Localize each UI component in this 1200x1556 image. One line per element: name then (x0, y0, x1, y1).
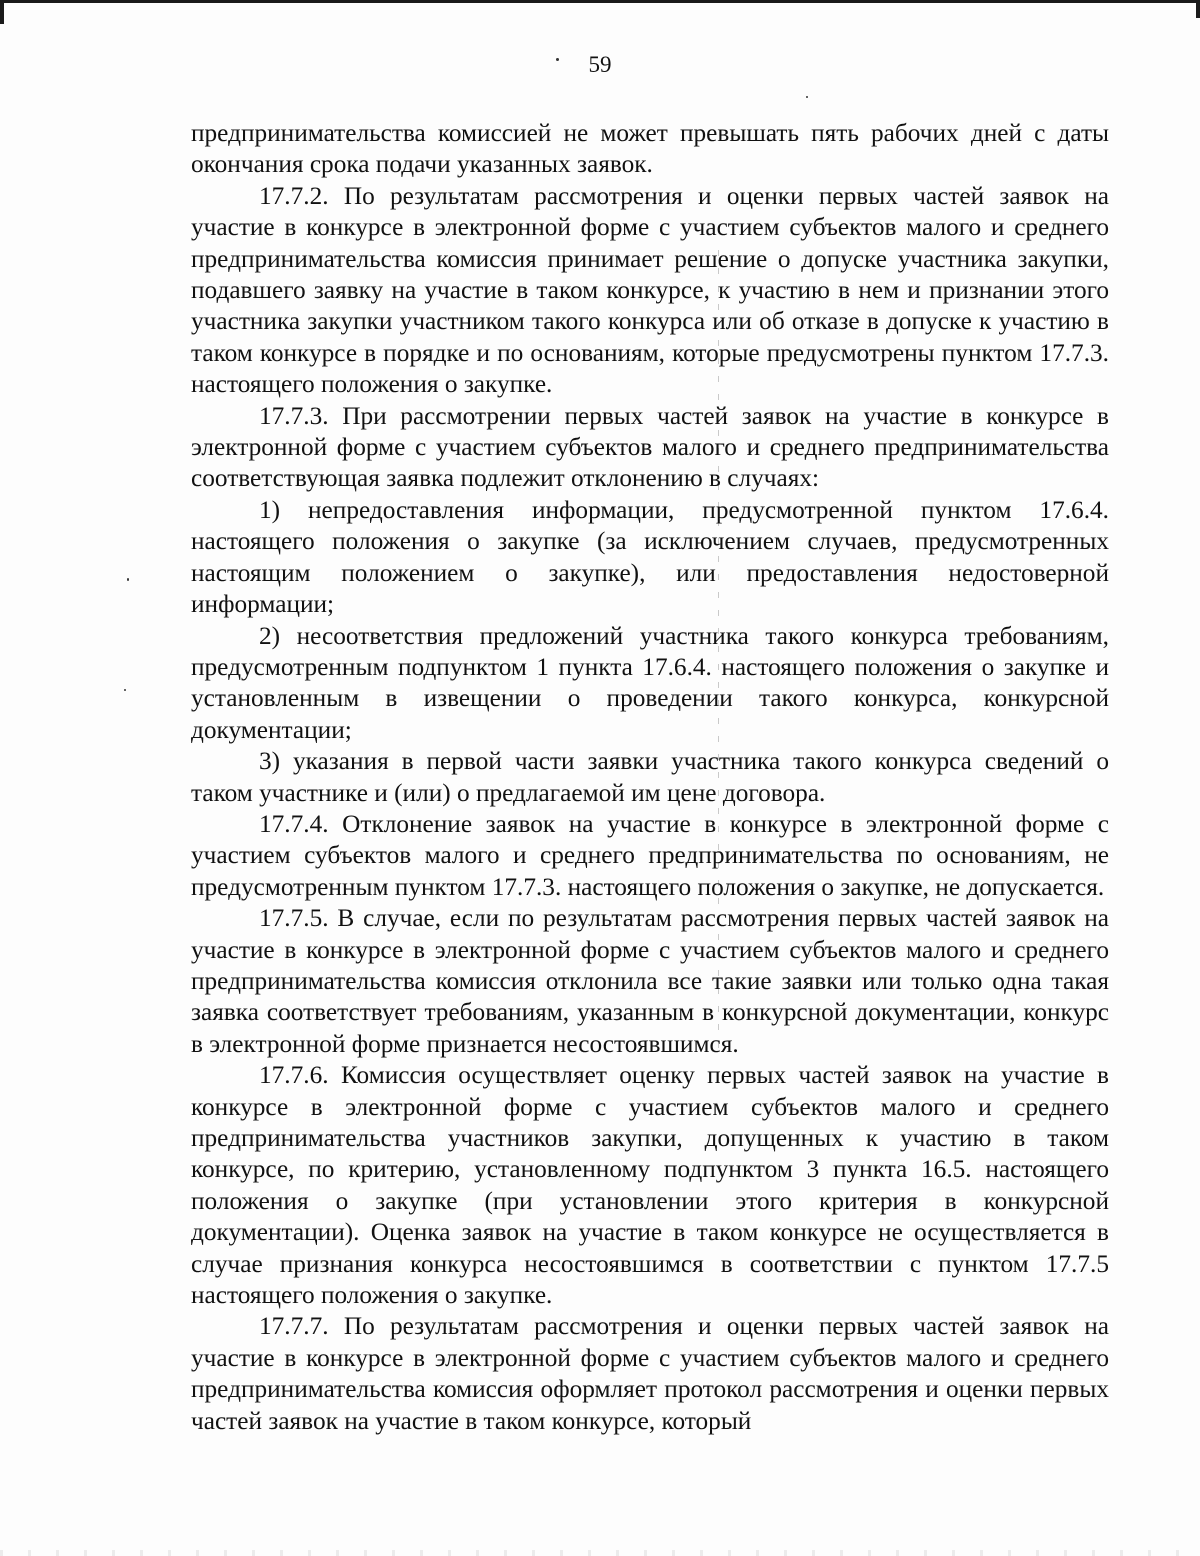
scan-edge-left (0, 0, 4, 24)
paragraph-17-7-2: 17.7.2. По результатам рассмотрения и оценки первых частей заявок на участие в конкурсе в электронной форме с участием субъектов малого и среднего предпринимательства комиссия принимает решение о допуске участника закупки, подавшего заявку на участие в таком конкурсе, к участию в нем и признании этого участника закупки участником такого конкурса или об отказе в допуске к участию в таком конкурсе в порядке и по основаниям, которые предусмотрены пунктом 17.7.3. настоящего положения о закупке. (191, 181, 1109, 399)
paragraph-continuation: предпринимательства комиссией не может превышать пять рабочих дней с даты окончания срока подачи указанных заявок. (191, 119, 1109, 179)
scan-bottom-noise (0, 1550, 1200, 1556)
paragraph-17-7-4: 17.7.4. Отклонение заявок на участие в конкурсе в электронной форме с участием субъектов малого и среднего предпринимательства по основаниям, не предусмотренным пунктом 17.7.3. настоящего положения о закупке, не допускается. (191, 809, 1109, 901)
scan-edge-top (0, 0, 1200, 3)
scan-edge-right (1196, 0, 1200, 18)
scan-speck (124, 689, 126, 691)
paragraph-17-7-6: 17.7.6. Комиссия осуществляет оценку первых частей заявок на участие в конкурсе в электронной форме с участием субъектов малого и среднего предпринимательства участников закупки, допущенных к участию в таком конкурсе, по критерию, установленному подпунктом 3 пункта 16.5. настоящего положения о закупке (при установлении этого критерия в конкурсной документации). Оценка заявок на участие в таком конкурсе не осуществляется в случае признания конкурса несостоявшимся в соответствии с пунктом 17.7.5 настоящего положения о закупке. (191, 1061, 1109, 1310)
list-item-2: 2) несоответствия предложений участника такого конкурса требованиям, предусмотренным подпунктом 1 пункта 17.6.4. настоящего положения о закупке и установленным в извещении о проведении такого конкурса, конкурсной документации; (191, 621, 1109, 744)
list-item-1: 1) непредоставления информации, предусмотренной пунктом 17.6.4. настоящего положения о закупке (за исключением случаев, предусмотренных настоящим положением о закупке), или предоставления недостоверной информации; (191, 495, 1109, 619)
document-body (191, 118, 1109, 1437)
list-item-3: 3) указания в первой части заявки участника такого конкурса сведений о таком участнике и (или) о предлагаемой им цене договора. (191, 747, 1109, 807)
paragraph-17-7-7: 17.7.7. По результатам рассмотрения и оценки первых частей заявок на участие в конкурсе в электронной форме с участием субъектов малого и среднего предпринимательства комиссия оформляет протокол рассмотрения и оценки первых частей заявок на участие в таком конкурсе, который (191, 1312, 1109, 1435)
scan-speck (806, 96, 808, 98)
paragraph-17-7-5: 17.7.5. В случае, если по результатам рассмотрения первых частей заявок на участие в конкурсе в электронной форме с участием субъектов малого и среднего предпринимательства комиссия отклонила все такие заявки или только одна такая заявка соответствует требованиям, указанным в конкурсной документации, конкурс в электронной форме признается несостоявшимся. (191, 904, 1109, 1058)
scan-speck (127, 578, 129, 581)
page-number: 59 (588, 52, 612, 77)
paragraph-17-7-3: 17.7.3. При рассмотрении первых частей заявок на участие в конкурсе в электронной форме с участием субъектов малого и среднего предпринимательства соответствующая заявка подлежит отклонению в случаях: (191, 401, 1109, 493)
